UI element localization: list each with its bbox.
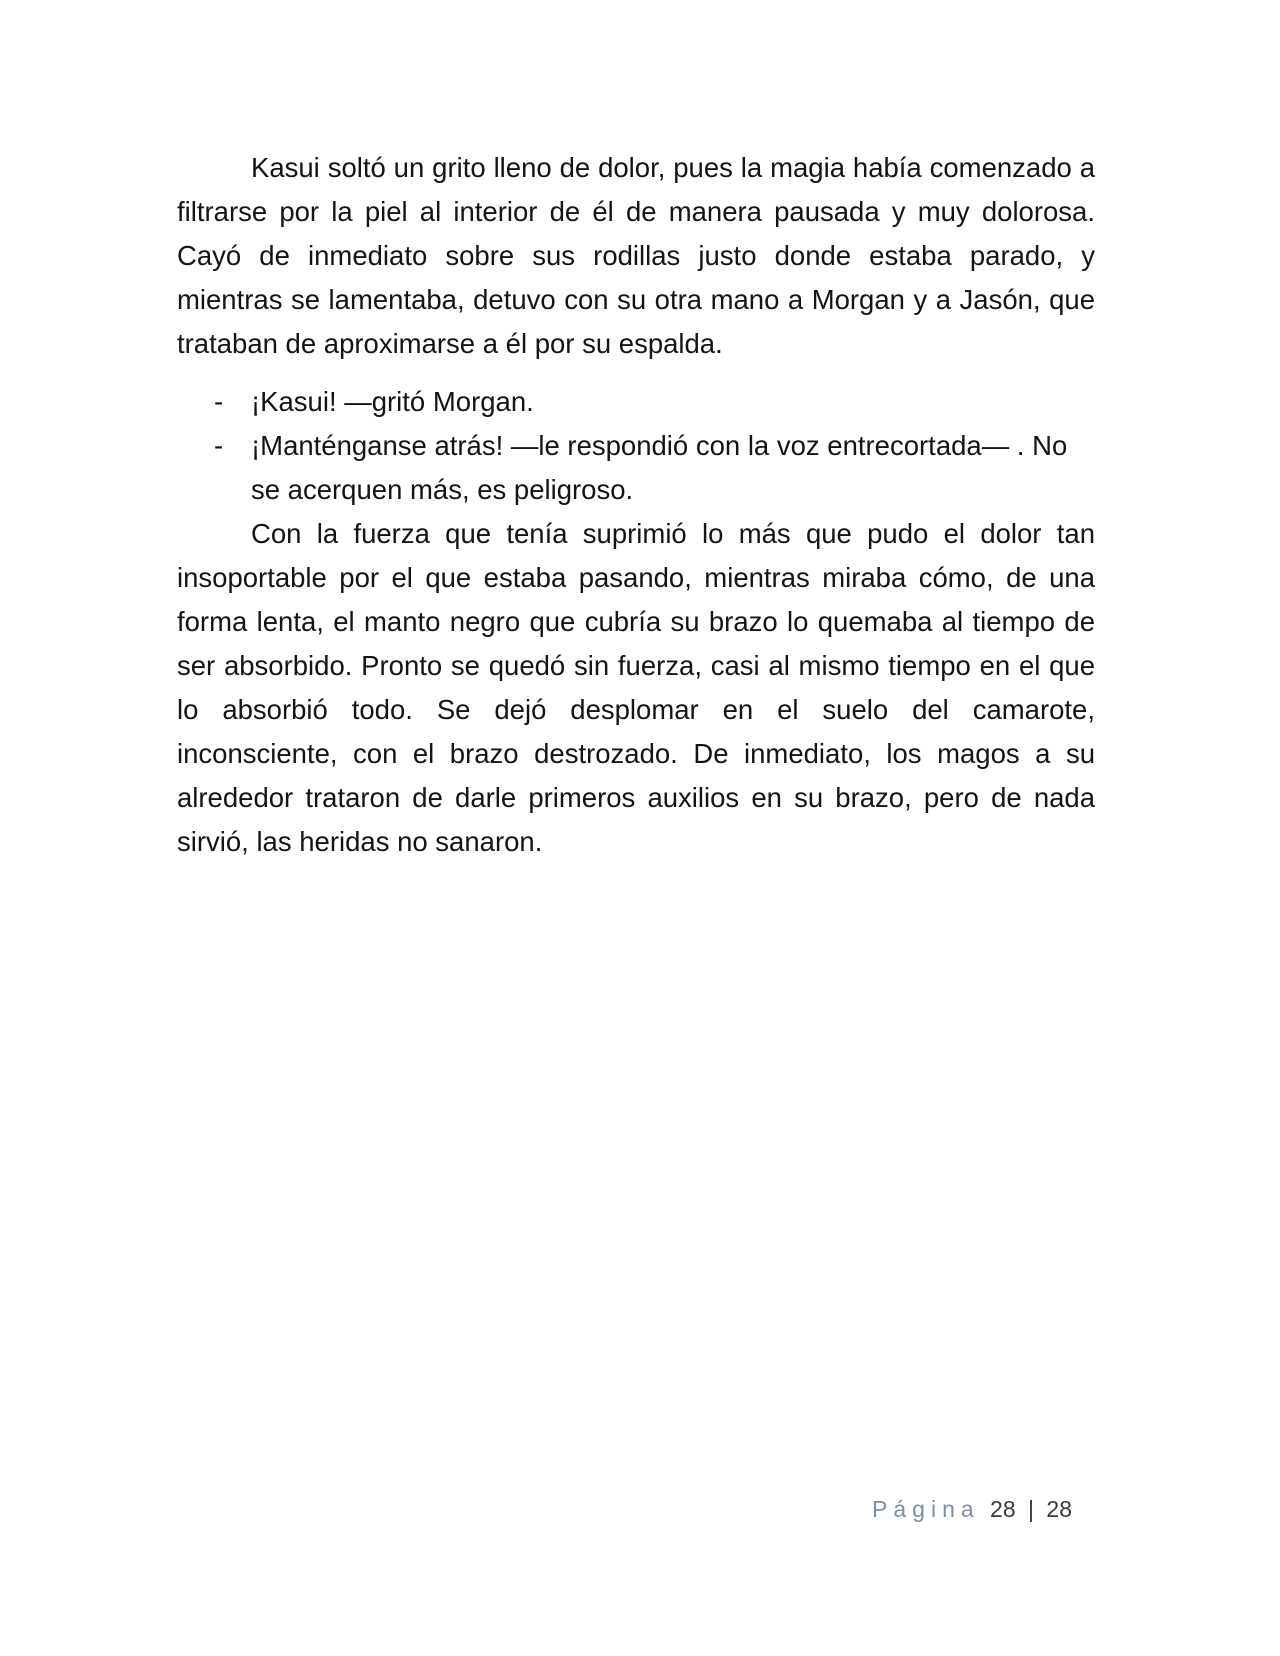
page-number: 28 (990, 1496, 1016, 1522)
paragraph-1: Kasui soltó un grito lleno de dolor, pues la magia había comenzado a filtrarse por la piel al interior de él de manera pausada y muy dolorosa. Cayó de inmediato sobre sus rodillas justo donde estaba parado, y mientras se lamentaba, detuvo con su otra mano a Morgan y a Jasón, que trataban de aproximarse a él por su espalda. (177, 152, 1095, 359)
page-footer (872, 1494, 1072, 1524)
dialogue-text: ¡Kasui! —gritó Morgan. (251, 386, 534, 417)
document-body (177, 146, 1095, 864)
paragraph-2: Con la fuerza que tenía suprimió lo más que pudo el dolor tan insoportable por el que estaba pasando, mientras miraba cómo, de una forma lenta, el manto negro que cubría su brazo lo quemaba al tiempo de ser absorbido. Pronto se quedó sin fuerza, casi al mismo tiempo en el que lo absorbió todo. Se dejó desplomar en el suelo del camarote, inconsciente, con el brazo destrozado. De inmediato, los magos a su alrededor trataron de darle primeros auxilios en su brazo, pero de nada sirvió, las heridas no sanaron. (177, 518, 1095, 857)
page-label: Página (872, 1496, 980, 1522)
dialogue-text: ¡Manténganse atrás! —le respondió con la voz entrecortada— . No se acerquen más, es peligroso. (251, 430, 1068, 505)
dialogue-dash: - (214, 386, 224, 417)
dialogue-dash: - (214, 430, 224, 461)
total-pages: 28 (1046, 1496, 1072, 1522)
dialogue-line-2 (177, 424, 1095, 512)
page-separator: | (1028, 1496, 1035, 1522)
dialogue-list (177, 380, 1095, 512)
dialogue-line-1 (177, 380, 1095, 424)
